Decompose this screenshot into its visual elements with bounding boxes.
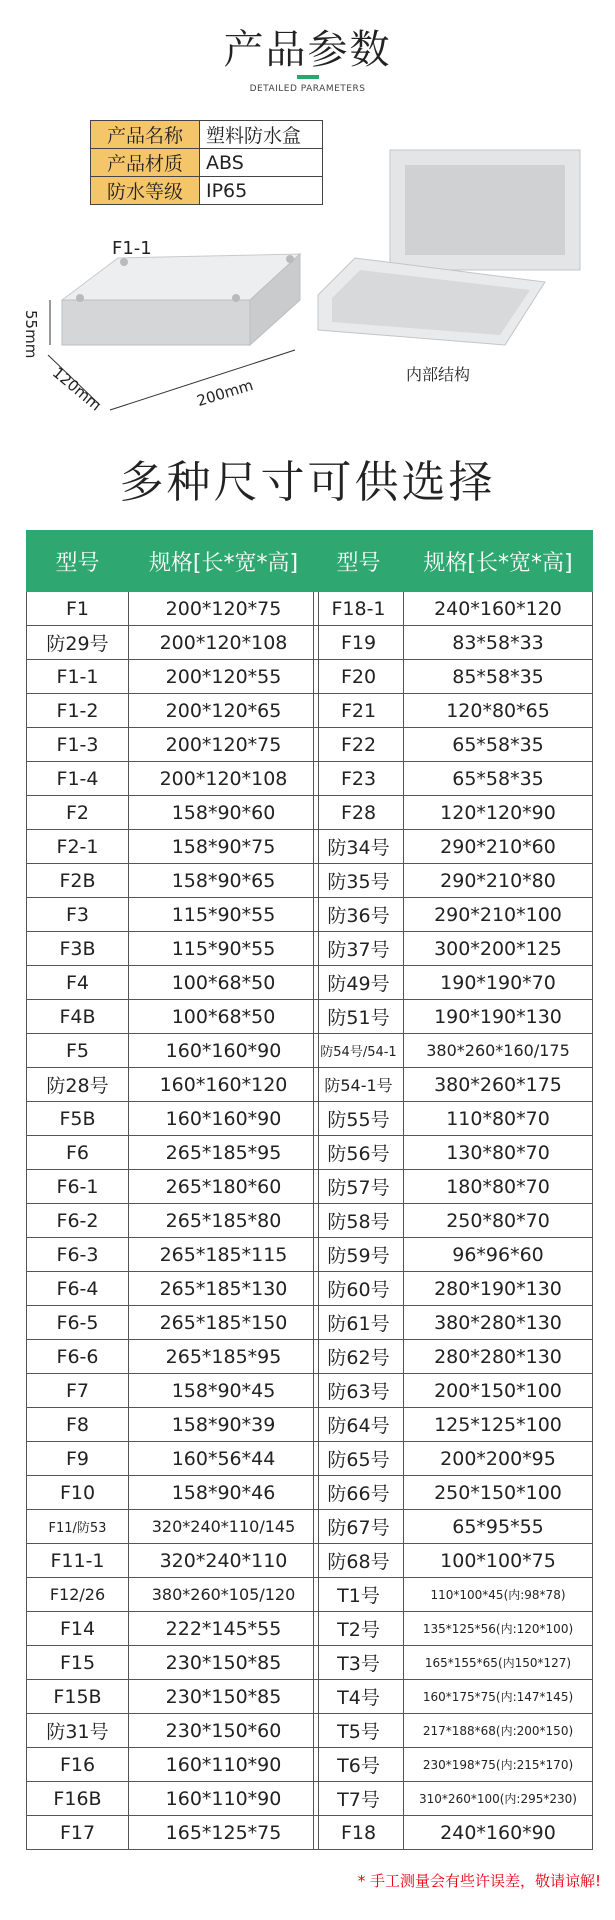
spec-cell: 190*190*130 xyxy=(404,1000,593,1034)
size-table-left xyxy=(26,530,319,1850)
spec-cell: 165*125*75 xyxy=(129,1816,319,1850)
model-cell: 防31号 xyxy=(27,1714,129,1748)
header-model: 型号 xyxy=(314,531,404,592)
model-cell: F28 xyxy=(314,796,404,830)
table-row xyxy=(27,1340,319,1374)
table-row xyxy=(314,1816,593,1850)
table-row xyxy=(314,1034,593,1068)
model-cell: T6号 xyxy=(314,1748,404,1782)
spec-cell: 250*150*100 xyxy=(404,1476,593,1510)
table-row xyxy=(27,1612,319,1646)
spec-cell: 265*185*95 xyxy=(129,1340,319,1374)
table-row xyxy=(314,1714,593,1748)
table-row xyxy=(314,830,593,864)
table-row xyxy=(314,1136,593,1170)
spec-cell: 100*68*50 xyxy=(129,966,319,1000)
table-row xyxy=(27,1782,319,1816)
table-row xyxy=(27,1544,319,1578)
table-row xyxy=(27,1442,319,1476)
spec-cell: 130*80*70 xyxy=(404,1136,593,1170)
model-cell: 防36号 xyxy=(314,898,404,932)
model-cell: 防65号 xyxy=(314,1442,404,1476)
model-cell: 防51号 xyxy=(314,1000,404,1034)
table-row xyxy=(27,592,319,626)
spec-cell: 160*160*90 xyxy=(129,1034,319,1068)
spec-cell: 250*80*70 xyxy=(404,1204,593,1238)
table-row xyxy=(314,1102,593,1136)
spec-cell: 100*68*50 xyxy=(129,1000,319,1034)
model-cell: F5B xyxy=(27,1102,129,1136)
model-cell: F6-3 xyxy=(27,1238,129,1272)
spec-cell: 165*155*65(内150*127) xyxy=(404,1646,593,1680)
model-cell: 防60号 xyxy=(314,1272,404,1306)
table-row xyxy=(314,660,593,694)
model-cell: F14 xyxy=(27,1612,129,1646)
param-key: 产品名称 xyxy=(91,121,200,149)
model-cell: F2-1 xyxy=(27,830,129,864)
spec-cell: 230*150*60 xyxy=(129,1714,319,1748)
width-label: 120mm xyxy=(48,363,105,415)
table-row xyxy=(314,1578,593,1612)
table-row xyxy=(27,898,319,932)
table-row xyxy=(314,1612,593,1646)
spec-cell: 230*150*85 xyxy=(129,1646,319,1680)
spec-cell: 158*90*75 xyxy=(129,830,319,864)
spec-cell: 380*260*105/120 xyxy=(129,1578,319,1612)
table-row xyxy=(314,1374,593,1408)
spec-cell: 160*110*90 xyxy=(129,1748,319,1782)
spec-cell: 240*160*120 xyxy=(404,592,593,626)
screw-icon xyxy=(76,294,84,302)
table-row xyxy=(27,1272,319,1306)
table-row xyxy=(314,728,593,762)
model-cell: F2B xyxy=(27,864,129,898)
table-row xyxy=(314,1340,593,1374)
table-row xyxy=(27,762,319,796)
spec-cell: 115*90*55 xyxy=(129,932,319,966)
table-row xyxy=(314,1068,593,1102)
table-row xyxy=(27,1680,319,1714)
spec-cell: 280*190*130 xyxy=(404,1272,593,1306)
spec-cell: 110*100*45(内:98*78) xyxy=(404,1578,593,1612)
model-cell: 防34号 xyxy=(314,830,404,864)
spec-cell: 160*56*44 xyxy=(129,1442,319,1476)
spec-cell: 160*160*120 xyxy=(129,1068,319,1102)
spec-cell: 200*120*108 xyxy=(129,626,319,660)
table-row xyxy=(27,660,319,694)
spec-cell: 200*120*55 xyxy=(129,660,319,694)
model-cell: F5 xyxy=(27,1034,129,1068)
spec-cell: 158*90*45 xyxy=(129,1374,319,1408)
spec-cell: 290*210*60 xyxy=(404,830,593,864)
model-cell: F9 xyxy=(27,1442,129,1476)
model-cell: F6-1 xyxy=(27,1170,129,1204)
table-row xyxy=(27,1238,319,1272)
table-row xyxy=(314,592,593,626)
model-cell: F22 xyxy=(314,728,404,762)
table-row xyxy=(314,1272,593,1306)
model-cell: F18-1 xyxy=(314,592,404,626)
screw-icon xyxy=(120,258,128,266)
model-cell: 防28号 xyxy=(27,1068,129,1102)
model-cell: 防35号 xyxy=(314,864,404,898)
model-cell: 防64号 xyxy=(314,1408,404,1442)
model-cell: 防54号/54-1 xyxy=(314,1034,404,1068)
model-cell: 防63号 xyxy=(314,1374,404,1408)
inner-structure-label: 内部结构 xyxy=(406,365,471,384)
table-row xyxy=(27,1714,319,1748)
spec-cell: 120*80*65 xyxy=(404,694,593,728)
table-row xyxy=(314,1748,593,1782)
model-cell: F7 xyxy=(27,1374,129,1408)
model-cell: F20 xyxy=(314,660,404,694)
model-cell: F4B xyxy=(27,1000,129,1034)
spec-cell: 290*210*100 xyxy=(404,898,593,932)
model-cell: 防58号 xyxy=(314,1204,404,1238)
spec-cell: 65*95*55 xyxy=(404,1510,593,1544)
spec-cell: 200*120*108 xyxy=(129,762,319,796)
spec-cell: 158*90*65 xyxy=(129,864,319,898)
sizes-title: 多种尺寸可供选择 xyxy=(119,457,496,508)
spec-cell: 265*180*60 xyxy=(129,1170,319,1204)
height-label: 55mm xyxy=(22,310,40,359)
model-cell: F2 xyxy=(27,796,129,830)
model-cell: F10 xyxy=(27,1476,129,1510)
model-cell: F18 xyxy=(314,1816,404,1850)
table-row xyxy=(314,1170,593,1204)
model-cell: F12/26 xyxy=(27,1578,129,1612)
table-row xyxy=(27,1578,319,1612)
table-row xyxy=(27,1136,319,1170)
model-cell: 防56号 xyxy=(314,1136,404,1170)
model-cell: 防49号 xyxy=(314,966,404,1000)
table-row xyxy=(27,830,319,864)
model-cell: 防61号 xyxy=(314,1306,404,1340)
spec-cell: 65*58*35 xyxy=(404,762,593,796)
spec-cell: 83*58*33 xyxy=(404,626,593,660)
table-row xyxy=(27,1476,319,1510)
model-cell: T4号 xyxy=(314,1680,404,1714)
spec-cell: 158*90*39 xyxy=(129,1408,319,1442)
spec-cell: 190*190*70 xyxy=(404,966,593,1000)
header-spec: 规格[长*宽*高] xyxy=(404,531,593,592)
screw-icon xyxy=(286,255,294,263)
spec-cell: 200*200*95 xyxy=(404,1442,593,1476)
model-cell: F16B xyxy=(27,1782,129,1816)
table-row xyxy=(314,864,593,898)
spec-cell: 380*260*175 xyxy=(404,1068,593,1102)
product-illustration xyxy=(0,0,615,430)
model-cell: F1 xyxy=(27,592,129,626)
table-row xyxy=(27,626,319,660)
spec-cell: 265*185*130 xyxy=(129,1272,319,1306)
table-row xyxy=(27,728,319,762)
model-cell: F6-6 xyxy=(27,1340,129,1374)
spec-cell: 200*120*65 xyxy=(129,694,319,728)
spec-cell: 100*100*75 xyxy=(404,1544,593,1578)
spec-cell: 240*160*90 xyxy=(404,1816,593,1850)
table-row xyxy=(314,1204,593,1238)
model-cell: 防37号 xyxy=(314,932,404,966)
spec-cell: 180*80*70 xyxy=(404,1170,593,1204)
screw-icon xyxy=(232,294,240,302)
table-row xyxy=(314,1408,593,1442)
spec-cell: 265*185*115 xyxy=(129,1238,319,1272)
table-row xyxy=(27,1102,319,1136)
spec-cell: 222*145*55 xyxy=(129,1612,319,1646)
model-cell: F15B xyxy=(27,1680,129,1714)
model-cell: T1号 xyxy=(314,1578,404,1612)
model-cell: F1-3 xyxy=(27,728,129,762)
model-cell: F1-2 xyxy=(27,694,129,728)
table-row xyxy=(27,1816,319,1850)
spec-cell: 120*120*90 xyxy=(404,796,593,830)
table-row xyxy=(27,1068,319,1102)
table-row xyxy=(27,796,319,830)
spec-cell: 380*260*160/175 xyxy=(404,1034,593,1068)
model-cell: F6-2 xyxy=(27,1204,129,1238)
table-row xyxy=(27,932,319,966)
table-row xyxy=(314,1782,593,1816)
spec-cell: 135*125*56(内:120*100) xyxy=(404,1612,593,1646)
model-cell: F1-4 xyxy=(27,762,129,796)
spec-cell: 115*90*55 xyxy=(129,898,319,932)
table-row xyxy=(27,1204,319,1238)
spec-cell: 110*80*70 xyxy=(404,1102,593,1136)
spec-cell: 265*185*95 xyxy=(129,1136,319,1170)
model-cell: F11-1 xyxy=(27,1544,129,1578)
table-row xyxy=(314,626,593,660)
box-side xyxy=(62,300,250,345)
spec-cell: 300*200*125 xyxy=(404,932,593,966)
spec-cell: 160*110*90 xyxy=(129,1782,319,1816)
model-cell: 防57号 xyxy=(314,1170,404,1204)
spec-cell: 290*210*80 xyxy=(404,864,593,898)
spec-cell: 230*150*85 xyxy=(129,1680,319,1714)
param-value: ABS xyxy=(200,149,323,177)
param-key: 产品材质 xyxy=(91,149,200,177)
table-header-row xyxy=(27,531,319,592)
model-cell: F1-1 xyxy=(27,660,129,694)
model-cell: T5号 xyxy=(314,1714,404,1748)
spec-cell: 265*185*150 xyxy=(129,1306,319,1340)
spec-cell: 96*96*60 xyxy=(404,1238,593,1272)
spec-cell: 320*240*110 xyxy=(129,1544,319,1578)
model-cell: F4 xyxy=(27,966,129,1000)
table-row xyxy=(314,1646,593,1680)
table-row xyxy=(27,1170,319,1204)
table-header-row xyxy=(314,531,593,592)
table-row xyxy=(27,1748,319,1782)
model-cell: 防55号 xyxy=(314,1102,404,1136)
model-cell: F16 xyxy=(27,1748,129,1782)
header-spec: 规格[长*宽*高] xyxy=(129,531,319,592)
table-row xyxy=(27,1374,319,1408)
table-row xyxy=(314,1544,593,1578)
header-model: 型号 xyxy=(27,531,129,592)
table-row xyxy=(27,1034,319,1068)
table-row xyxy=(314,762,593,796)
spec-cell: 160*160*90 xyxy=(129,1102,319,1136)
model-cell: F15 xyxy=(27,1646,129,1680)
param-value: IP65 xyxy=(200,177,323,205)
spec-cell: 125*125*100 xyxy=(404,1408,593,1442)
model-cell: F3 xyxy=(27,898,129,932)
table-row xyxy=(27,1408,319,1442)
param-value: 塑料防水盒 xyxy=(200,121,323,149)
model-cell: F8 xyxy=(27,1408,129,1442)
model-cell: F17 xyxy=(27,1816,129,1850)
spec-cell: 217*188*68(内:200*150) xyxy=(404,1714,593,1748)
spec-cell: 200*120*75 xyxy=(129,728,319,762)
size-table-right xyxy=(313,530,593,1850)
model-cell: F6-5 xyxy=(27,1306,129,1340)
spec-cell: 158*90*60 xyxy=(129,796,319,830)
table-row xyxy=(314,796,593,830)
table-row xyxy=(27,1510,319,1544)
spec-cell: 200*120*75 xyxy=(129,592,319,626)
table-row xyxy=(27,966,319,1000)
table-row xyxy=(27,864,319,898)
length-label: 200mm xyxy=(194,375,256,411)
model-cell: 防67号 xyxy=(314,1510,404,1544)
model-cell: F19 xyxy=(314,626,404,660)
model-cell: 防68号 xyxy=(314,1544,404,1578)
base-inner xyxy=(405,165,565,255)
model-cell: 防59号 xyxy=(314,1238,404,1272)
model-cell: F6 xyxy=(27,1136,129,1170)
spec-cell: 158*90*46 xyxy=(129,1476,319,1510)
page-subtitle: DETAILED PARAMETERS xyxy=(249,84,366,94)
table-row xyxy=(314,966,593,1000)
table-row xyxy=(27,694,319,728)
table-row xyxy=(314,1510,593,1544)
model-cell: F21 xyxy=(314,694,404,728)
model-cell: 防54-1号 xyxy=(314,1068,404,1102)
spec-cell: 320*240*110/145 xyxy=(129,1510,319,1544)
table-row xyxy=(314,1680,593,1714)
spec-cell: 265*185*80 xyxy=(129,1204,319,1238)
spec-cell: 85*58*35 xyxy=(404,660,593,694)
table-row xyxy=(27,1306,319,1340)
model-cell: 防29号 xyxy=(27,626,129,660)
table-row xyxy=(314,1000,593,1034)
spec-cell: 160*175*75(内:147*145) xyxy=(404,1680,593,1714)
model-label: F1-1 xyxy=(112,238,152,259)
model-cell: F6-4 xyxy=(27,1272,129,1306)
model-cell: T3号 xyxy=(314,1646,404,1680)
spec-cell: 280*280*130 xyxy=(404,1340,593,1374)
model-cell: 防66号 xyxy=(314,1476,404,1510)
table-row xyxy=(314,1442,593,1476)
spec-cell: 310*260*100(内:295*230) xyxy=(404,1782,593,1816)
table-row xyxy=(314,1238,593,1272)
page-title: 产品参数 xyxy=(223,27,392,73)
table-row xyxy=(314,898,593,932)
spec-cell: 65*58*35 xyxy=(404,728,593,762)
model-cell: F23 xyxy=(314,762,404,796)
table-row xyxy=(314,694,593,728)
spec-cell: 230*198*75(内:215*170) xyxy=(404,1748,593,1782)
table-row xyxy=(27,1000,319,1034)
param-key: 防水等级 xyxy=(91,177,200,205)
table-row xyxy=(27,1646,319,1680)
spec-cell: 200*150*100 xyxy=(404,1374,593,1408)
footnote: * 手工测量会有些许误差，敬请谅解! xyxy=(357,1872,601,1890)
table-row xyxy=(314,1476,593,1510)
table-row xyxy=(314,1306,593,1340)
spec-cell: 380*280*130 xyxy=(404,1306,593,1340)
table-row xyxy=(314,932,593,966)
model-cell: T7号 xyxy=(314,1782,404,1816)
model-cell: F11/防53 xyxy=(27,1510,129,1544)
model-cell: 防62号 xyxy=(314,1340,404,1374)
model-cell: F3B xyxy=(27,932,129,966)
model-cell: T2号 xyxy=(314,1612,404,1646)
